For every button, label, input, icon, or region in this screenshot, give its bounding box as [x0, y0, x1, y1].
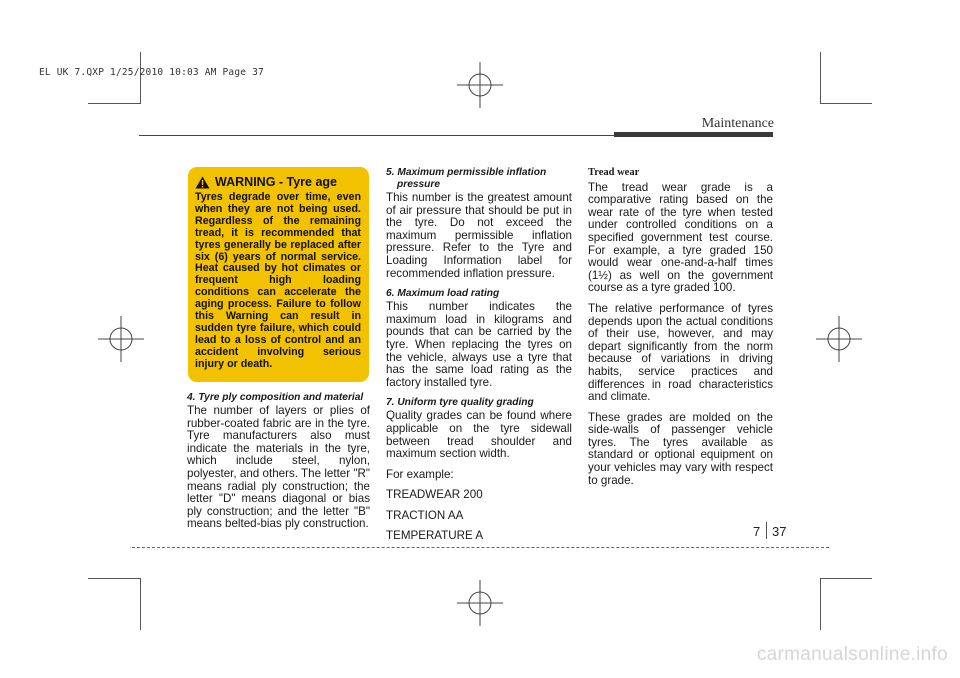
page-number: 37 — [772, 524, 787, 539]
warning-box — [188, 167, 369, 382]
print-slug: EL UK 7.QXP 1/25/2010 10:03 AM Page 37 — [39, 67, 264, 78]
heading-max-pressure-line1: 5. Maximum permissible inflation — [386, 167, 547, 178]
registration-mark-icon — [457, 580, 503, 626]
paragraph-tread-wear-1: The tread wear grade is a comparative rating based on the wear rate of the tyre when tested under controlled conditions on a specified government test course. For example, a tyre graded 150 would wear one-and-a-half times (1½) as well on the government course as a tyre graded 100. — [588, 180, 773, 295]
paragraph-max-load: This number indicates the maximum load in kilograms and pounds that can be carried by the tyre. When replacing the tyres on the vehicle, always use a tyre that has the same load rating as the factory installed tyre. — [386, 300, 572, 389]
heading-tyre-ply: 4. Tyre ply composition and material — [187, 392, 364, 403]
crop-mark — [140, 52, 141, 104]
crop-mark — [820, 52, 821, 104]
column-1 — [187, 392, 370, 539]
header-rule-accent — [614, 132, 773, 137]
example-temperature: TEMPERATURE A — [386, 529, 484, 543]
heading-quality-grading: 7. Uniform tyre quality grading — [386, 397, 534, 409]
paragraph-tread-wear-3: These grades are molded on the side-walls of passenger vehicle tyres. The tyres available as standard or optional equipment on your vehicles may vary with respect to grade. — [588, 410, 773, 487]
page-number-divider — [766, 522, 767, 539]
example-traction: TRACTION AA — [386, 508, 464, 522]
heading-max-pressure — [386, 167, 572, 191]
column-3 — [588, 167, 773, 495]
crop-mark — [88, 103, 140, 104]
section-title: Maintenance — [701, 116, 774, 131]
paragraph-max-pressure: This number is the greatest amount of air pressure that should be put in the tyre. Do not exceed the maximum permissible inflation pressure. Refer to the Tyre and Loading Information label for recommended inflation pressure. — [386, 191, 572, 280]
heading-max-pressure-line2: pressure — [397, 179, 441, 190]
warning-triangle-icon — [195, 176, 210, 189]
watermark: carmanualsonline.info — [756, 644, 948, 665]
column-2 — [386, 167, 572, 551]
paragraph-tyre-ply: The number of layers or plies of rubber-coated fabric are in the tyre. Tyre manufacturers also must indicate the materials in the tyre, which include steel, nylon, polyester, and others. The letter "R" means radial ply construction; the letter "D" means diagonal or bias ply construction; and the letter "B" means belted-bias ply construction. — [187, 404, 370, 531]
crop-mark — [820, 103, 872, 104]
warning-body: Tyres degrade over time, even when they are not being used. Regardless of the remaining tread, it is recommended that tyres generally be replaced after six (6) years of normal service. Heat caused by hot climates or frequent high loading conditions can accelerate the aging process. Failure to follow this Warning can result in sudden tyre failure, which could lead to a loss of control and an accident involving serious injury or death. — [195, 191, 361, 370]
header-rule — [139, 135, 614, 136]
chapter-number: 7 — [753, 524, 761, 539]
registration-mark-icon — [816, 316, 862, 362]
heading-max-load: 6. Maximum load rating — [386, 288, 500, 300]
heading-tread-wear: Tread wear — [588, 167, 640, 178]
registration-mark-icon — [457, 62, 503, 108]
warning-title-text: WARNING - Tyre age — [215, 175, 338, 189]
warning-title — [195, 175, 361, 189]
crop-mark — [820, 578, 872, 579]
crop-mark — [140, 578, 141, 630]
paragraph-tread-wear-2: The relative performance of tyres depends upon the actual conditions of their use, however, and may depart significantly from the norm because of variations in driving habits, service practices and differences in road characteristics and climate. — [588, 301, 773, 404]
paragraph-quality-grading: Quality grades can be found where applicable on the tyre sidewall between tread shoulder and maximum section width. — [386, 409, 572, 461]
crop-mark — [88, 578, 140, 579]
registration-mark-icon — [98, 316, 144, 362]
example-intro: For example: — [386, 467, 454, 481]
example-treadwear: TREADWEAR 200 — [386, 488, 483, 502]
footer-rule — [132, 547, 829, 548]
crop-mark — [820, 578, 821, 630]
